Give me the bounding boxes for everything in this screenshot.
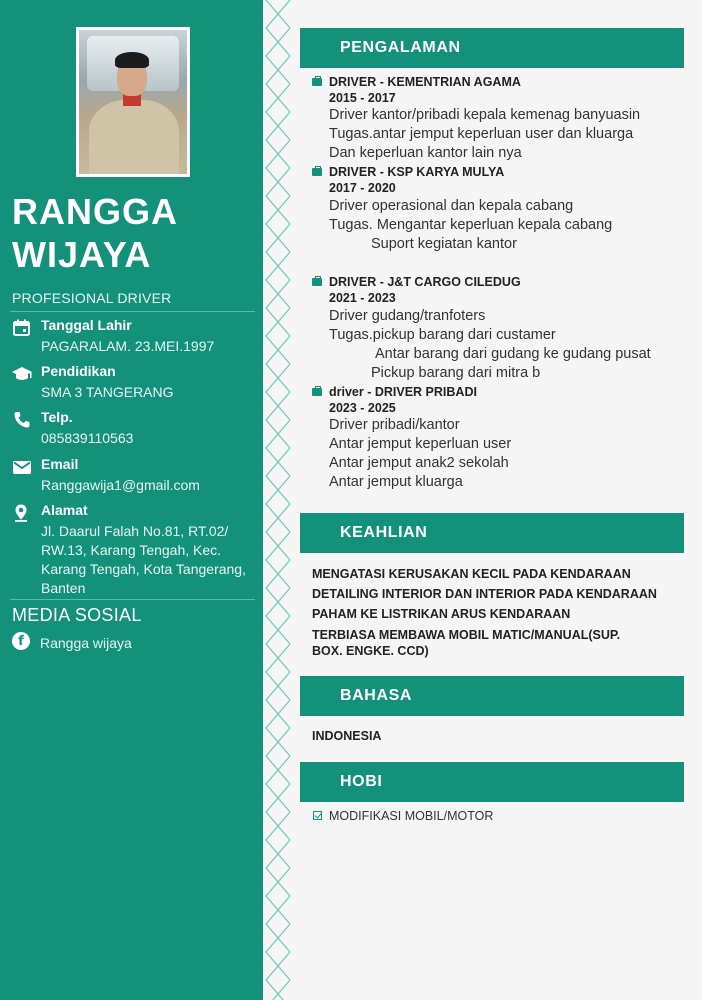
diamond-shape <box>266 630 290 658</box>
candidate-name <box>12 190 178 276</box>
address-label: Alamat <box>41 502 88 518</box>
job-detail: Driver gudang/tranfoters <box>329 308 486 324</box>
job-detail: Dan keperluan kantor lain nya <box>329 145 522 161</box>
diamond-shape <box>266 322 290 350</box>
briefcase-icon <box>312 78 322 86</box>
first-name: RANGGA <box>12 191 178 232</box>
briefcase-icon <box>312 278 322 286</box>
diamond-shape <box>266 154 290 182</box>
job-period: 2021 - 2023 <box>329 291 396 305</box>
skill-item: DETAILING INTERIOR DAN INTERIOR PADA KENDARAAN <box>312 587 657 601</box>
last-name: WIJAYA <box>12 234 152 275</box>
address-info <box>12 502 257 594</box>
briefcase-icon <box>312 388 322 396</box>
job-period: 2023 - 2025 <box>329 401 396 415</box>
diamond-shape <box>266 882 290 910</box>
checkbox-icon <box>313 811 322 820</box>
skill-item: PAHAM KE LISTRIKAN ARUS KENDARAAN <box>312 607 571 621</box>
divider <box>10 599 255 600</box>
diamond-shape <box>266 378 290 406</box>
job-entry <box>312 385 684 495</box>
phone-label: Telp. <box>41 409 73 425</box>
diamond-shape <box>266 602 290 630</box>
diamond-shape <box>266 238 290 266</box>
diamond-shape <box>266 714 290 742</box>
profile-photo <box>79 30 187 174</box>
diamond-shape <box>266 434 290 462</box>
diamond-shape <box>266 910 290 938</box>
diamond-shape <box>266 742 290 770</box>
phone-icon <box>12 411 32 429</box>
education-info <box>12 363 257 403</box>
birth-label: Tanggal Lahir <box>41 317 132 333</box>
birth-info <box>12 317 257 357</box>
skill-item: MENGATASI KERUSAKAN KECIL PADA KENDARAAN <box>312 567 631 581</box>
graduation-cap-icon <box>12 365 32 383</box>
job-title: driver - DRIVER PRIBADI <box>329 385 477 399</box>
education-value: SMA 3 TANGERANG <box>41 384 174 400</box>
diamond-shape <box>266 546 290 574</box>
job-detail: Suport kegiatan kantor <box>371 236 517 252</box>
job-detail: Antar jemput keperluan user <box>329 436 512 452</box>
skill-item: TERBIASA MEMBAWA MOBIL MATIC/MANUAL(SUP. BOX. ENGKE. CCD) <box>312 628 621 658</box>
hobbies-heading: HOBI <box>300 762 684 802</box>
job-title: DRIVER - KSP KARYA MULYA <box>329 165 505 179</box>
diamond-shape <box>266 98 290 126</box>
diamond-shape <box>266 14 290 42</box>
diamond-shape <box>266 826 290 854</box>
hobby-item: MODIFIKASI MOBIL/MOTOR <box>329 809 494 823</box>
diamond-shape <box>266 350 290 378</box>
job-detail: Antar barang dari gudang ke gudang pusat <box>375 346 651 362</box>
diamond-shape <box>266 294 290 322</box>
job-detail: Antar jemput kluarga <box>329 474 463 490</box>
languages-heading: BAHASA <box>300 676 684 716</box>
diamond-pattern <box>263 0 293 1000</box>
profession-title: PROFESIONAL DRIVER <box>12 290 172 306</box>
social-media-title: MEDIA SOSIAL <box>12 605 142 625</box>
phone-value[interactable]: 085839110563 <box>41 430 134 446</box>
diamond-shape <box>266 518 290 546</box>
diamond-shape <box>266 42 290 70</box>
job-detail: Tugas.pickup barang dari custamer <box>329 327 556 343</box>
diamond-shape <box>266 462 290 490</box>
job-entry <box>312 75 684 165</box>
job-entry <box>312 275 684 385</box>
job-detail: Pickup barang dari mitra b <box>371 365 541 381</box>
diamond-shape <box>266 266 290 294</box>
diamond-shape <box>266 686 290 714</box>
job-period: 2017 - 2020 <box>329 181 396 195</box>
job-detail: Antar jemput anak2 sekolah <box>329 455 509 471</box>
job-detail: Tugas. Mengantar keperluan kepala cabang <box>329 217 613 233</box>
job-detail: Driver kantor/pribadi kepala kemenag banyuasin <box>329 107 641 123</box>
facebook-name[interactable]: Rangga wijaya <box>40 635 132 651</box>
diamond-shape <box>266 182 290 210</box>
facebook-icon[interactable]: f <box>12 632 30 650</box>
phone-info <box>12 409 257 449</box>
diamond-shape <box>266 854 290 882</box>
sidebar <box>0 0 263 1000</box>
language-item: INDONESIA <box>312 729 382 743</box>
job-title: DRIVER - J&T CARGO CILEDUG <box>329 275 521 289</box>
diamond-shape <box>266 798 290 826</box>
email-value[interactable]: Ranggawija1@gmail.com <box>41 477 200 493</box>
diamond-shape <box>266 0 290 14</box>
diamond-shape <box>266 658 290 686</box>
diamond-shape <box>266 770 290 798</box>
experience-heading: PENGALAMAN <box>300 28 684 68</box>
map-pin-icon <box>12 504 32 522</box>
diamond-shape <box>266 966 290 994</box>
diamond-shape <box>266 994 290 1000</box>
diamond-shape <box>266 490 290 518</box>
job-entry <box>312 165 684 260</box>
skills-heading: KEAHLIAN <box>300 513 684 553</box>
birth-value: PAGARALAM. 23.MEI.1997 <box>41 338 215 354</box>
job-detail: Driver operasional dan kepala cabang <box>329 198 574 214</box>
diamond-shape <box>266 210 290 238</box>
divider <box>10 311 255 312</box>
envelope-icon <box>12 458 32 476</box>
job-detail: Driver pribadi/kantor <box>329 417 460 433</box>
job-period: 2015 - 2017 <box>329 91 396 105</box>
diamond-shape <box>266 126 290 154</box>
diamond-shape <box>266 406 290 434</box>
job-detail: Tugas.antar jemput keperluan user dan kluarga <box>329 126 634 142</box>
diamond-shape <box>266 70 290 98</box>
briefcase-icon <box>312 168 322 176</box>
profile-photo-frame <box>76 27 190 177</box>
job-title: DRIVER - KEMENTRIAN AGAMA <box>329 75 521 89</box>
calendar-icon <box>12 319 32 337</box>
email-label: Email <box>41 456 79 472</box>
diamond-shape <box>266 574 290 602</box>
education-label: Pendidikan <box>41 363 116 379</box>
email-info <box>12 456 257 496</box>
address-value: Jl. Daarul Falah No.81, RT.02/ RW.13, Karang Tengah, Kec. Karang Tengah, Kota Tangerang, Banten <box>41 523 246 596</box>
diamond-shape <box>266 938 290 966</box>
